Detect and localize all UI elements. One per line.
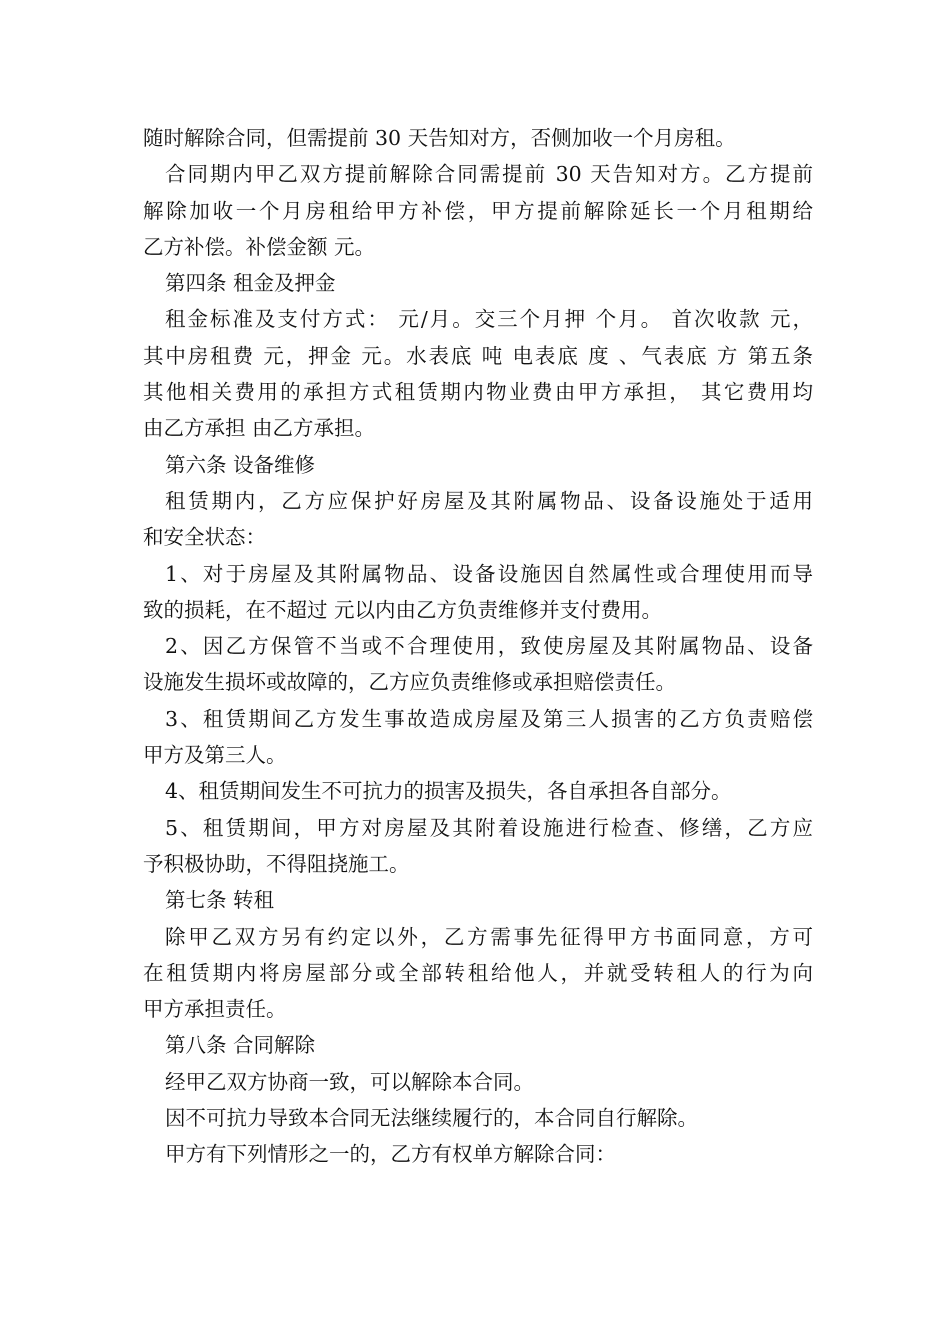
paragraph-line: 合同期内甲乙双方提前解除合同需提前 30 天告知对方。乙方提前 xyxy=(165,162,813,187)
paragraph-line: 第四条 租金及押金 xyxy=(165,271,336,296)
paragraph-line: 因不可抗力导致本合同无法继续履行的，本合同自行解除。 xyxy=(165,1106,698,1131)
paragraph-line: 乙方补偿。补偿金额 元。 xyxy=(143,234,376,259)
paragraph-line: 5、租赁期间，甲方对房屋及其附着设施进行检查、修缮，乙方应 xyxy=(165,815,813,840)
paragraph-line: 甲方承担责任。 xyxy=(143,997,287,1022)
paragraph-line: 甲方及第三人。 xyxy=(143,743,287,768)
paragraph-line: 1、对于房屋及其附属物品、设备设施因自然属性或合理使用而导 xyxy=(165,561,813,586)
paragraph-line: 第八条 合同解除 xyxy=(165,1033,316,1058)
paragraph-line: 甲方有下列情形之一的，乙方有权单方解除合同： xyxy=(165,1142,616,1167)
paragraph-line: 致的损耗，在不超过 元以内由乙方负责维修并支付费用。 xyxy=(143,597,663,622)
paragraph-line: 其中房租费 元，押金 元。水表底 吨 电表底 度 、气表底 方 第五条 xyxy=(143,343,813,368)
paragraph-line: 其他相关费用的承担方式租赁期内物业费由甲方承担， 其它费用均 xyxy=(143,380,813,405)
paragraph-line: 4、租赁期间发生不可抗力的损害及损失，各自承担各自部分。 xyxy=(165,779,732,804)
paragraph-line: 在租赁期内将房屋部分或全部转租给他人，并就受转租人的行为向 xyxy=(143,960,813,985)
paragraph-line: 第六条 设备维修 xyxy=(165,452,316,477)
paragraph-line: 除甲乙双方另有约定以外，乙方需事先征得甲方书面同意，方可 xyxy=(165,924,813,949)
paragraph-line: 经甲乙双方协商一致，可以解除本合同。 xyxy=(165,1069,534,1094)
paragraph-line: 3、租赁期间乙方发生事故造成房屋及第三人损害的乙方负责赔偿 xyxy=(165,706,813,731)
paragraph-line: 第七条 转租 xyxy=(165,888,275,913)
paragraph-line: 由乙方承担 由乙方承担。 xyxy=(143,416,376,441)
paragraph-line: 和安全状态： xyxy=(143,525,266,550)
paragraph-line: 租赁期内，乙方应保护好房屋及其附属物品、设备设施处于适用 xyxy=(165,488,813,513)
paragraph-line: 租金标准及支付方式： 元/月。交三个月押 个月。 首次收款 元， xyxy=(165,307,813,332)
paragraph-line: 予积极协助，不得阻挠施工。 xyxy=(143,851,410,876)
paragraph-line: 2、因乙方保管不当或不合理使用，致使房屋及其附属物品、设备 xyxy=(165,634,813,659)
contract-text-body xyxy=(143,120,813,1173)
paragraph-line: 设施发生损坏或故障的，乙方应负责维修或承担赔偿责任。 xyxy=(143,670,676,695)
paragraph-line: 随时解除合同，但需提前 30 天告知对方，否侧加收一个月房租。 xyxy=(143,126,736,150)
paragraph-line: 解除加收一个月房租给甲方补偿，甲方提前解除延长一个月租期给 xyxy=(143,198,813,223)
